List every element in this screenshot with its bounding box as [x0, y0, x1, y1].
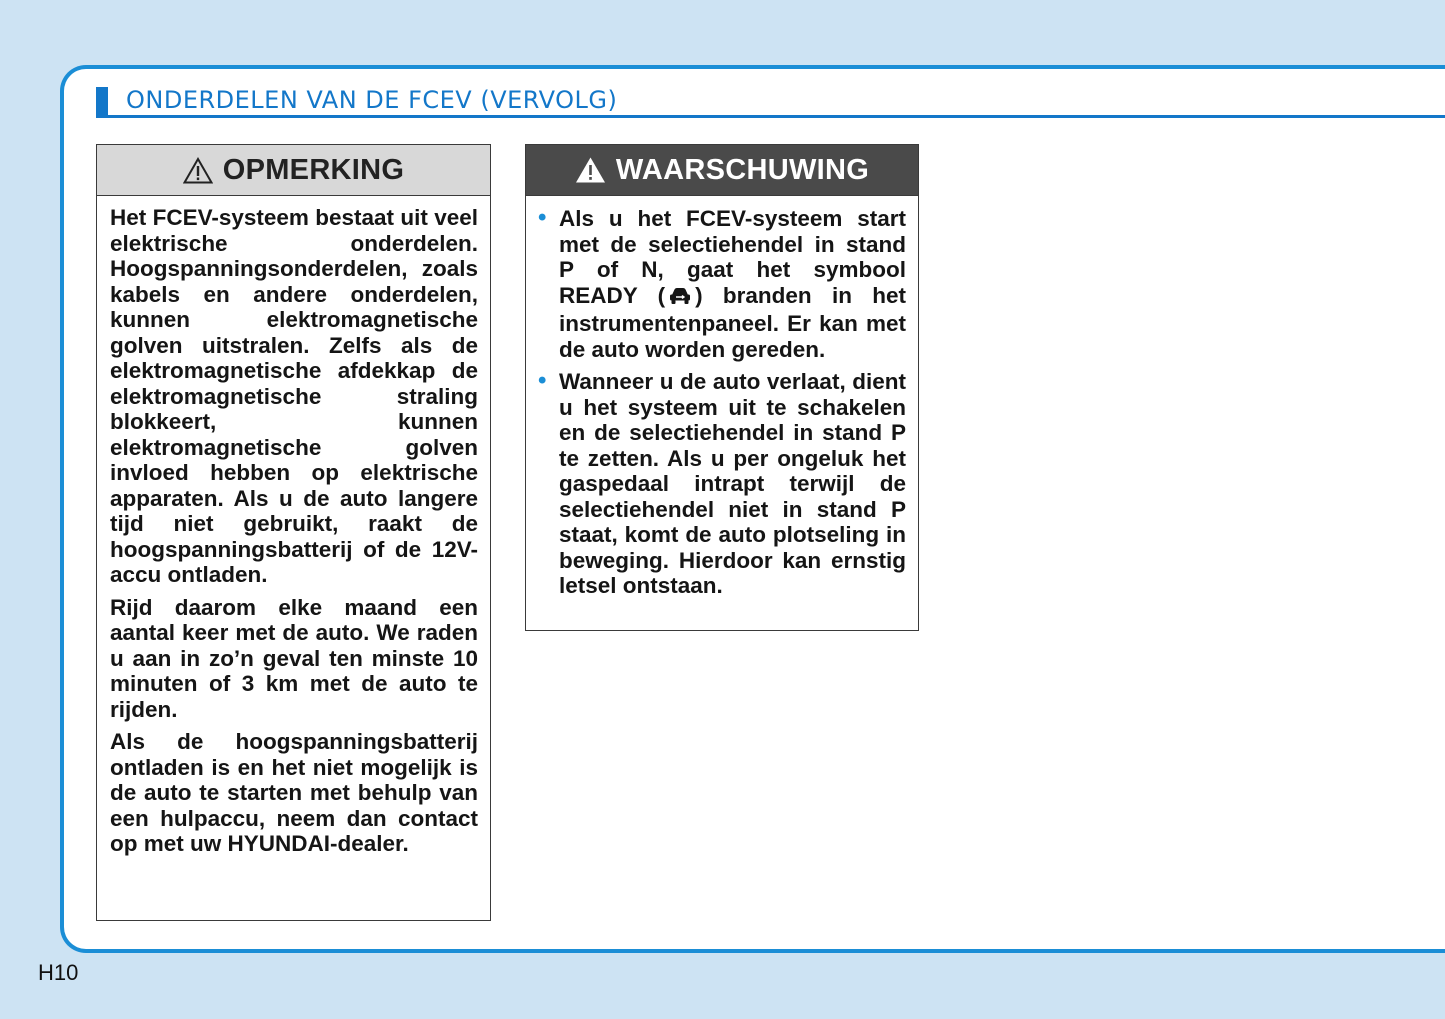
warning-item — [536, 206, 906, 362]
note-paragraph: Het FCEV-systeem bestaat uit veel elektrische onderdelen. Hoogspanningsonderdelen, zoals kabels en andere onderdelen, kunnen elektromagnetische golven uitstralen. Zelfs als de elektromagnetische afdekkap de elektromagnetische straling blokkeert, kunnen elektromagnetische golven invloed hebben op elektrische apparaten. Als u de auto langere tijd niet gebruikt, raakt de hoogspanningsbatterij of de 12V-accu ontladen. — [110, 205, 478, 587]
note-box — [96, 144, 491, 921]
note-paragraph: Rijd daarom elke maand een aantal keer met de auto. We raden u aan in zo’n geval ten minste 10 minuten of 3 km met de auto te rijden. — [110, 594, 478, 722]
section-rule — [96, 115, 1445, 118]
warning-triangle-icon — [575, 156, 606, 184]
warning-list — [536, 206, 906, 599]
note-body — [97, 196, 490, 857]
note-paragraph: Als de hoogspanningsbatterij ontladen is en het niet mogelijk is de auto te starten met behulp van een hulpaccu, neem dan contact op met uw HYUNDAI-dealer. — [110, 729, 478, 856]
caution-triangle-icon — [183, 157, 213, 184]
warning-box — [525, 144, 919, 631]
section-marker — [96, 87, 108, 118]
warning-item-text-start: Als u het FCEV-systeem start met de selectiehendel in stand P of N, gaat het symbool READY ( — [559, 206, 906, 308]
warning-heading: WAARSCHUWING — [615, 153, 870, 186]
note-header — [97, 145, 490, 196]
section-title: ONDERDELEN VAN DE FCEV (VERVOLG) — [126, 86, 618, 114]
warning-item: • Wanneer u de auto verlaat, dient u het systeem uit te schakelen en de selectiehendel in stand P te zetten. Als u per ongeluk het gaspedaal intrapt terwijl de selectiehendel niet in stand P staat, komt de auto plotseling in beweging. Hierdoor kan ernstig letsel ontstaan. — [536, 369, 906, 599]
page-number: H10 — [38, 960, 79, 985]
warning-header — [526, 145, 918, 196]
warning-item-text-end: ) branden in het instrumentenpaneel. Er kan met de auto worden gereden. — [559, 282, 906, 362]
warning-body — [526, 196, 918, 599]
ready-car-icon — [667, 286, 693, 312]
note-heading: OPMERKING — [222, 153, 405, 186]
